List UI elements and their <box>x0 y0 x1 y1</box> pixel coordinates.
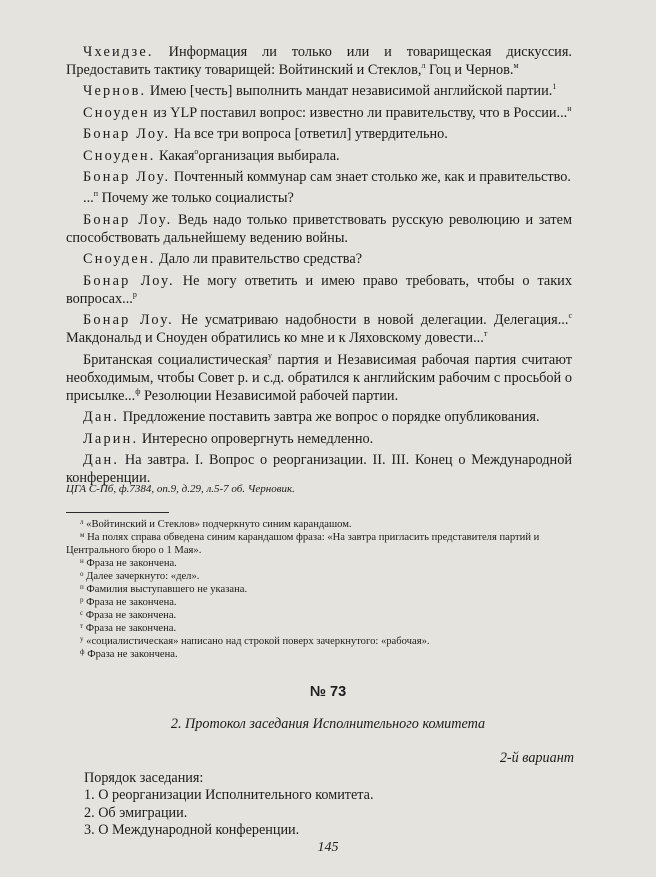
protocol-paragraph <box>66 168 572 186</box>
footnote <box>66 609 572 622</box>
paragraph-text: На завтра. I. Вопрос о реорганизации. II. III. Конец о Международной конференции. <box>66 452 572 487</box>
footnote-text: «Войтинский и Стеклов» подчеркнуто синим карандашом. <box>83 519 352 530</box>
paragraph-text: На все три вопроса [ответил] утвердительно. <box>170 126 448 143</box>
paragraph-text: Макдональд и Сноуден обратились ко мне и к Ляховскому довести... <box>66 330 484 347</box>
agenda-item: 3. О Международной конференции. <box>84 821 300 838</box>
protocol-paragraph <box>66 272 572 308</box>
paragraph-text: ... <box>83 190 94 207</box>
footnote-mark: о <box>194 146 199 156</box>
footnote-text: На полях справа обведена синим карандашом фраза: «На завтра пригласить представителя партий и Центрального бюро о 1 Мая». <box>66 532 540 556</box>
footnote-text: Фраза не закончена. <box>84 649 178 660</box>
footnote-mark: л <box>421 61 426 71</box>
agenda-item: 2. Об эмиграции. <box>84 804 188 821</box>
paragraph-text: партия и Независимая рабочая партия считают необходимым, чтобы Совет р. и с.д. обратился к английским рабочим с просьбой о присылке... <box>66 351 572 404</box>
document-number: № 73 <box>309 684 347 700</box>
footnote-text: «социалистическая» написано над строкой поверх зачеркнутого: «рабочая». <box>83 636 430 647</box>
paragraph-text: Дало ли правительство средства? <box>155 251 363 268</box>
footnote-mark: 1 <box>552 82 557 92</box>
protocol-paragraph <box>66 351 572 405</box>
footnote-mark: с <box>568 311 572 321</box>
footnote <box>66 557 572 570</box>
paragraph-text: Ведь надо только приветствовать русскую революцию и затем способствовать дальнейшему ведению войны. <box>66 211 572 246</box>
paragraph-text: Предложение поставить завтра же вопрос о порядке опубликования. <box>119 409 540 426</box>
speaker-name: Бонар Лоу. <box>83 126 171 143</box>
protocol-paragraph <box>66 189 572 207</box>
paragraph-text: Какая <box>155 147 195 164</box>
footnote <box>66 570 572 583</box>
footnote-mark: ф <box>135 386 141 396</box>
footnote-text: Далее зачеркнуто: «дел». <box>83 571 200 582</box>
protocol-paragraph <box>66 408 572 426</box>
footnote-mark: н <box>567 103 572 113</box>
footnotes <box>66 518 572 661</box>
page-number: 145 <box>317 840 339 855</box>
speaker-name: Ларин. <box>83 430 139 447</box>
paragraph-text: Почтенный коммунар сам знает столько же, как и правительство. <box>170 169 572 186</box>
protocol-paragraph <box>66 250 572 268</box>
protocol-paragraph <box>66 125 572 143</box>
paragraph-text: Гоц и Чернов. <box>425 62 514 79</box>
footnote-divider <box>66 512 169 513</box>
footnote-text: Фраза не закончена. <box>83 623 177 634</box>
footnote <box>66 583 572 596</box>
paragraph-text: Имею [честь] выполнить мандат независимой английской партии. <box>146 83 553 100</box>
footnote-mark: р <box>132 289 137 299</box>
footnote-mark: т <box>483 329 488 339</box>
protocol-paragraph <box>66 311 572 347</box>
footnote <box>66 518 572 531</box>
speaker-name: Дан. <box>83 409 120 426</box>
footnote-text: Фраза не закончена. <box>83 597 177 608</box>
variant-label: 2-й вариант <box>499 750 574 766</box>
paragraph-text: организация выбирала. <box>198 147 340 164</box>
paragraph-text: Резолюции Независимой рабочей партии. <box>140 387 399 404</box>
agenda-item: 1. О реорганизации Исполнительного комитета. <box>84 787 374 804</box>
footnote <box>66 635 572 648</box>
document-title: 2. Протокол заседания Исполнительного комитета <box>170 716 486 732</box>
speaker-name: Сноуден <box>83 104 150 121</box>
footnote-mark: м <box>80 531 85 539</box>
speaker-name: Бонар Лоу. <box>83 211 173 228</box>
protocol-text <box>66 43 572 491</box>
speaker-name: Бонар Лоу. <box>83 312 174 329</box>
speaker-name: Сноуден. <box>83 251 156 268</box>
paragraph-text: Не могу ответить и имею право требовать, чтобы о таких вопросах... <box>66 272 572 307</box>
footnote <box>66 622 572 635</box>
paragraph-text: Интересно опровергнуть немедленно. <box>138 430 374 447</box>
paragraph-text: Почему же только социалисты? <box>98 190 294 207</box>
footnote-mark: ф <box>80 648 85 656</box>
footnote-mark: у <box>268 350 272 360</box>
footnote <box>66 531 572 557</box>
footnote <box>66 596 572 609</box>
footnote-mark: п <box>93 189 99 199</box>
paragraph-text: из YLP поставил вопрос: известно ли правительству, что в России... <box>149 104 568 121</box>
speaker-name: Бонар Лоу. <box>83 272 175 289</box>
footnote-mark: у <box>80 635 84 643</box>
speaker-name: Чернов. <box>83 83 147 100</box>
footnote-mark: м <box>513 61 519 71</box>
footnote <box>66 648 572 661</box>
speaker-name: Чхеидзе. <box>83 44 154 60</box>
protocol-paragraph <box>66 430 572 448</box>
archive-source: ЦГА С-Пб, ф.7384, оп.9, д.29, л.5-7 об. Черновик. <box>66 483 295 495</box>
protocol-paragraph <box>66 211 572 247</box>
agenda <box>84 770 374 839</box>
footnote-mark: л <box>80 518 84 526</box>
footnote-mark: н <box>80 557 84 565</box>
protocol-paragraph <box>66 104 572 122</box>
speaker-name: Бонар Лоу. <box>83 169 171 186</box>
footnote-text: Фамилия выступавшего не указана. <box>83 584 248 595</box>
speaker-name: Сноуден. <box>83 147 156 164</box>
protocol-paragraph <box>66 147 572 165</box>
paragraph-text: Британская социалистическая <box>83 351 268 368</box>
footnote-mark: о <box>80 570 84 578</box>
footnote-mark: с <box>80 609 84 617</box>
protocol-paragraph <box>66 43 572 79</box>
protocol-paragraph <box>66 82 572 100</box>
footnote-text: Фраза не закончена. <box>83 610 177 621</box>
paragraph-text: Не усматриваю надобности в новой делегации. Делегация... <box>173 312 569 329</box>
footnote-mark: п <box>80 583 84 591</box>
footnote-mark: р <box>80 596 84 604</box>
speaker-name: Дан. <box>83 452 120 469</box>
agenda-heading: Порядок заседания: <box>84 770 204 786</box>
footnote-text: Фраза не закончена. <box>83 558 177 569</box>
paragraph-text: Информация ли только или и товарищеская дискуссия. Предоставить тактику товарищей: Войтинский и Стеклов, <box>66 44 572 79</box>
footnote-mark: т <box>80 622 84 630</box>
